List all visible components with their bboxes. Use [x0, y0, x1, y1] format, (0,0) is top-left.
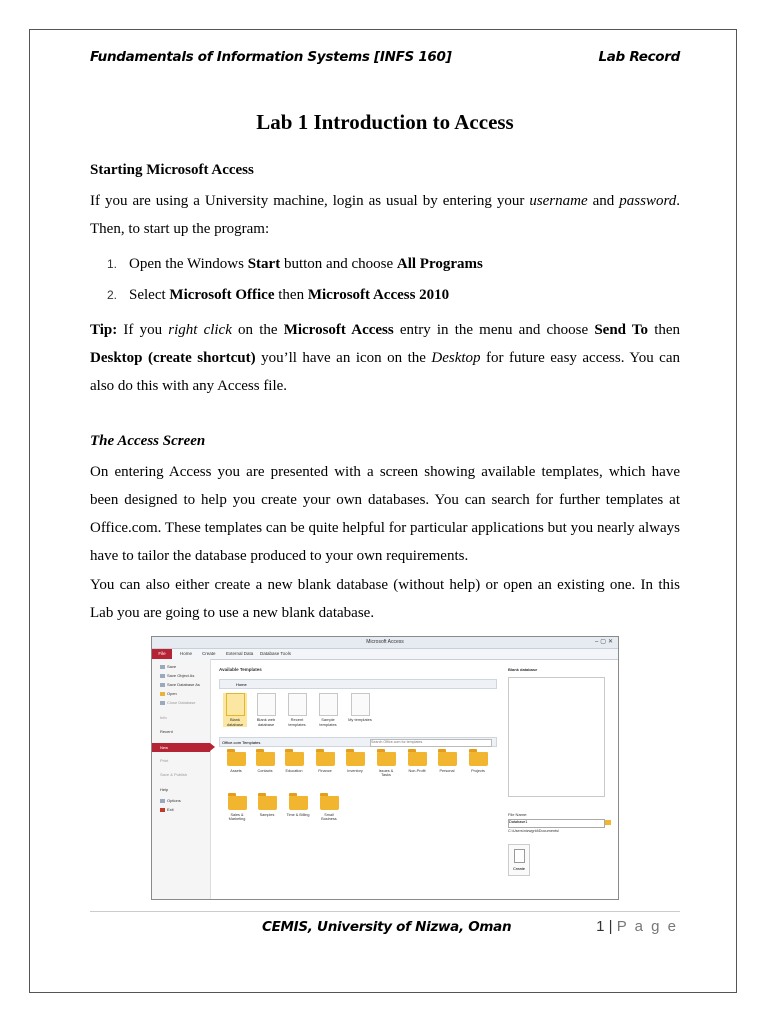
- backstage-item: Info: [160, 715, 167, 720]
- folder-item: Time & Billing: [286, 796, 310, 817]
- folder-icon: [258, 796, 277, 810]
- backstage-nav: [152, 659, 211, 899]
- backstage-item: Options: [160, 798, 181, 803]
- office-templates-label: Office.com Templates: [222, 739, 261, 745]
- folder-icon: [320, 796, 339, 810]
- backstage-item: Save: [160, 664, 176, 669]
- backstage-item: Save & Publish: [160, 772, 188, 777]
- tab-database-tools: Database Tools: [260, 651, 291, 656]
- folder-icon: [469, 752, 488, 766]
- save-db-icon: [160, 683, 165, 687]
- file-name-field: Database1: [508, 819, 605, 828]
- header-record: Lab Record: [598, 49, 680, 65]
- tab-external-data: External Data: [226, 651, 254, 656]
- close-db-icon: [160, 701, 165, 705]
- file-name-label: File Name:: [508, 812, 528, 817]
- tab-home: Home: [180, 651, 193, 656]
- create-button: Create: [508, 844, 530, 876]
- save-path: C:\Users\nizwgrid\Documents\: [508, 829, 560, 833]
- folder-item: Assets: [224, 752, 248, 773]
- available-templates-heading: Available Templates: [219, 667, 262, 672]
- backstage-item: Save Database As: [160, 682, 200, 687]
- window-titlebar: [152, 637, 618, 649]
- breadcrumb-home: Home: [236, 681, 247, 687]
- backstage-item: Print: [160, 758, 169, 763]
- sample-templates-icon: [319, 693, 338, 716]
- folder-icon: [316, 752, 335, 766]
- folder-icon: [227, 752, 246, 766]
- template-search-input: Search Office.com for templates: [370, 739, 492, 747]
- folder-icon: [285, 752, 304, 766]
- backstage-item: Close Database: [160, 700, 195, 705]
- folder-icon: [228, 796, 247, 810]
- template-blank-database: Blank database: [223, 693, 247, 727]
- list-item: 2. Select Microsoft Office then Microsoft Access 2010: [107, 287, 450, 303]
- page-title: Lab 1 Introduction to Access: [256, 110, 514, 134]
- footer-divider: [90, 911, 680, 912]
- folder-icon: [408, 752, 427, 766]
- tab-file: File: [152, 649, 172, 659]
- folder-item: Education: [282, 752, 306, 773]
- web-database-icon: [257, 693, 276, 716]
- folder-icon: [346, 752, 365, 766]
- my-templates-icon: [351, 693, 370, 716]
- window-controls-icon: –▢✕: [594, 639, 615, 645]
- backstage-item: Exit: [160, 807, 174, 812]
- folder-icon: [256, 752, 275, 766]
- office-templates-bar: [219, 737, 497, 747]
- section-heading-access-screen: The Access Screen: [90, 433, 206, 449]
- page-number: 1 | P a g e: [596, 918, 678, 935]
- template-recent: Recent templates: [284, 693, 310, 727]
- folder-item: Contacts: [253, 752, 277, 773]
- save-as-icon: [160, 674, 165, 678]
- blank-database-icon: [226, 693, 245, 716]
- blank-database-paragraph: You can also either create a new blank database (without help) or open an existing one. In this Lab you are going to use a new blank database.: [90, 577, 680, 621]
- folder-item: Inventory: [343, 752, 367, 773]
- blank-database-title: Blank database: [508, 667, 538, 672]
- backstage-item: Help: [160, 787, 169, 792]
- folder-icon: [289, 796, 308, 810]
- blank-database-panel: [500, 659, 618, 899]
- footer-institution: CEMIS, University of Nizwa, Oman: [262, 919, 512, 935]
- clock-icon: [288, 693, 307, 716]
- folder-item: Samples: [255, 796, 279, 817]
- preview-box: [508, 677, 605, 797]
- exit-icon: [160, 808, 165, 812]
- section-heading-starting: Starting Microsoft Access: [90, 162, 254, 178]
- folder-item: Sales & Marketing: [224, 796, 250, 822]
- backstage-item: Open: [160, 691, 177, 696]
- access-screen-paragraph: On entering Access you are presented with a screen showing available templates, which have been designed to help you create your own databases. You can search for further templates at Office.com. These templates can be quite helpful for particular applications but you nearly always have to tailor the database produced to your own requirements.: [90, 464, 680, 564]
- tip-paragraph: Tip: If you right click on the Microsoft Access entry in the menu and choose Send To then Desktop (create shortcut) you’ll have an icon on the Desktop for future easy access. You can also do this with any Access file.: [90, 322, 681, 394]
- folder-item: Finance: [313, 752, 337, 773]
- document-icon: [514, 849, 525, 863]
- browse-folder-icon: [605, 820, 611, 825]
- template-my: My templates: [345, 693, 375, 723]
- breadcrumb: [219, 679, 497, 689]
- header-course: Fundamentals of Information Systems [INFS 160]: [90, 49, 452, 65]
- access-screenshot: [151, 636, 619, 900]
- backstage-item-new: New: [152, 743, 210, 752]
- folder-item: Personal: [435, 752, 459, 773]
- template-blank-web-database: Blank web database: [253, 693, 279, 727]
- template-sample: Sample templates: [315, 693, 341, 727]
- folder-item: Projects: [466, 752, 490, 773]
- tab-create: Create: [202, 651, 216, 656]
- folder-item: Issues & Tasks: [374, 752, 398, 778]
- folder-icon: [438, 752, 457, 766]
- folder-item: Small Business: [317, 796, 341, 822]
- templates-pane: [211, 659, 496, 899]
- folder-icon: [377, 752, 396, 766]
- save-icon: [160, 665, 165, 669]
- backstage-item: Save Object As: [160, 673, 194, 678]
- window-title: Microsoft Access: [366, 639, 404, 645]
- folder-item: Non-Profit: [405, 752, 429, 773]
- options-icon: [160, 799, 165, 803]
- backstage-item: Recent: [160, 729, 173, 734]
- open-folder-icon: [160, 692, 165, 696]
- list-item: 1. Open the Windows Start button and choose All Programs: [107, 256, 483, 272]
- intro-paragraph: If you are using a University machine, login as usual by entering your username and password. Then, to start up the program:: [90, 193, 680, 237]
